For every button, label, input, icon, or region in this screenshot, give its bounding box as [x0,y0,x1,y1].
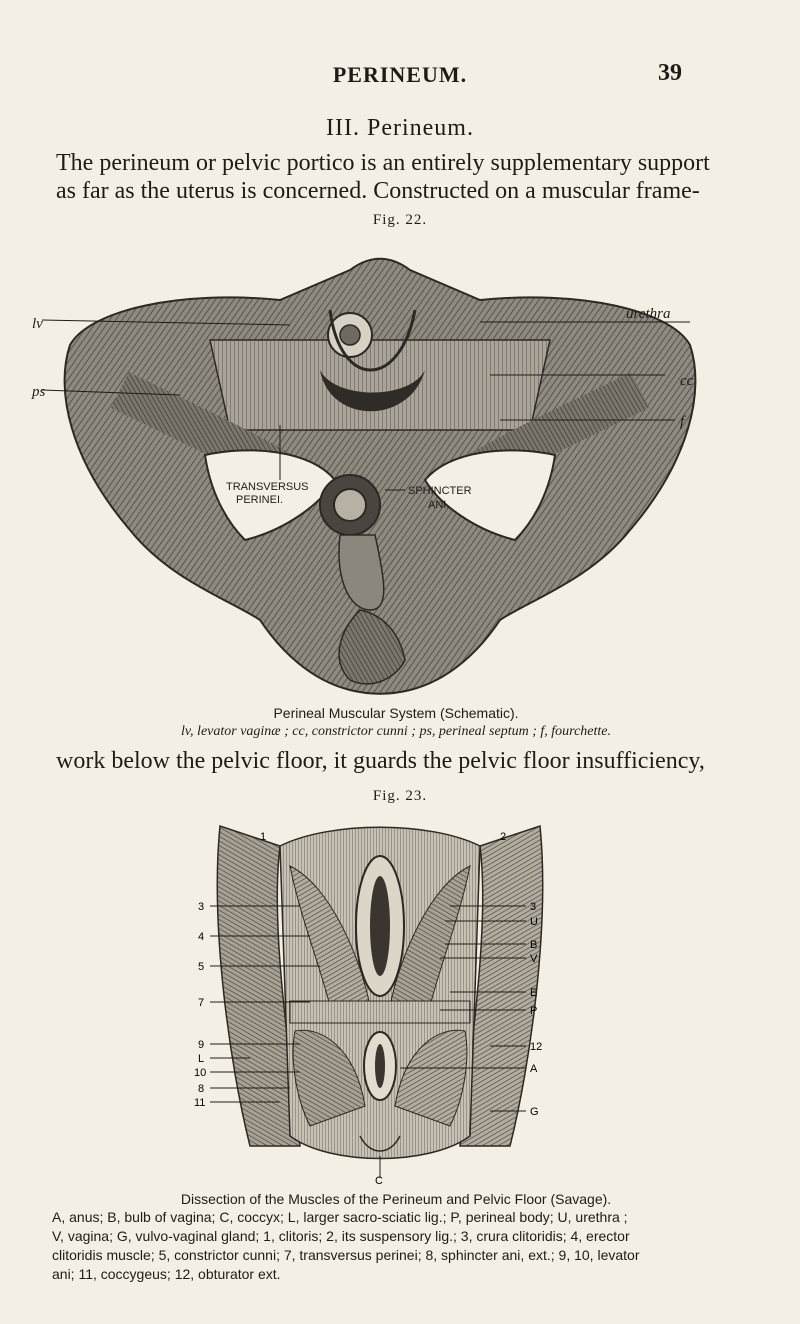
label-ani: ANI. [428,499,450,511]
label-A: A [530,1063,538,1075]
label-12: 12 [530,1041,543,1053]
label-perinei: PERINEI. [236,494,284,506]
label-8: 8 [198,1083,205,1095]
figure-23-caption-line: A, anus; B, bulb of vagina; C, coccyx; L, larger sacro-sciatic lig.; P, perineal body; U, urethra ; [52,1209,628,1225]
figure-23-caption-line: ani; 11, coccygeus; 12, obturator ext. [52,1266,281,1282]
figure-22-illustration [30,250,730,700]
section-heading: III. Perineum. [326,115,474,141]
label-11: 11 [194,1097,206,1109]
label-5: 5 [198,961,205,973]
label-P: P [530,1005,538,1017]
label-C: C [375,1175,383,1186]
figure-23-caption-line: clitoridis muscle; 5, constrictor cunni; 7, transversus perinei; 8, sphincter ani, ext.; 9, 10, levator [52,1247,640,1263]
label-lv: lv [32,316,43,332]
page-number: 39 [658,60,682,86]
body-text-line: work below the pelvic floor, it guards the pelvic floor insufficiency, [56,748,705,774]
label-7: 7 [198,997,205,1009]
figure-23-label: Fig. 23. [372,788,428,804]
label-cc: cc [680,373,694,389]
body-text-line: as far as the uterus is concerned. Constructed on a muscular frame- [56,178,700,204]
label-E: E [530,987,538,999]
label-L: L [198,1053,205,1065]
label-f: f [680,414,685,430]
label-10: 10 [194,1067,207,1079]
label-4: 4 [198,931,205,943]
running-title: PERINEUM. [332,62,468,87]
label-ps: ps [32,384,46,400]
label-1: 1 [260,831,267,843]
figure-23-illustration [190,806,570,1186]
label-3-right: 3 [530,901,537,913]
label-U: U [530,916,538,928]
label-B: B [530,939,538,951]
figure-23-caption-title: Dissection of the Muscles of the Perineum and Pelvic Floor (Savage). [180,1191,612,1207]
figure-22-caption-title: Perineal Muscular System (Schematic). [273,705,519,721]
figure-23-caption-line: V, vagina; G, vulvo-vaginal gland; 1, clitoris; 2, its suspensory lig.; 3, crura clitoridis; 4, erector [52,1228,630,1244]
label-3-left: 3 [198,901,205,913]
label-sphincter: SPHINCTER [408,485,472,497]
label-urethra: urethra [626,306,671,322]
label-V: V [530,953,538,965]
label-transversus: TRANSVERSUS [226,481,309,493]
body-text-line: The perineum or pelvic portico is an entirely supplementary support [56,150,710,176]
label-G: G [530,1106,539,1118]
figure-22-caption-legend: lv, levator vaginæ ; cc, constrictor cunni ; ps, perineal septum ; f, fourchette. [180,724,611,739]
label-2: 2 [500,831,507,843]
label-9: 9 [198,1039,205,1051]
figure-22-label: Fig. 22. [372,212,428,228]
